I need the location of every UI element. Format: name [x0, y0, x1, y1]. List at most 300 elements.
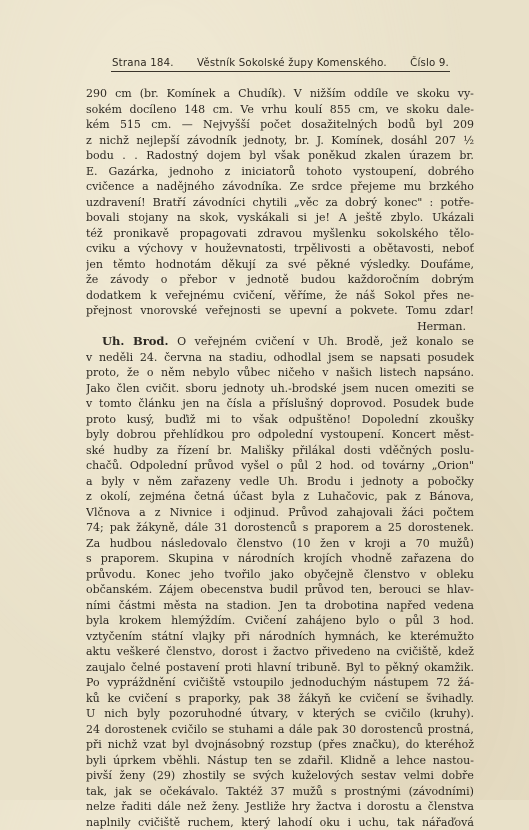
word: dojem [207, 148, 241, 164]
word: hymnách, [325, 629, 379, 645]
word: k [150, 288, 157, 304]
word: bude [446, 396, 474, 412]
word: kuželových [292, 768, 354, 784]
word: jen [86, 257, 103, 273]
word: neboť [442, 241, 474, 257]
word: s [303, 520, 309, 536]
word: kterých [313, 706, 355, 722]
word: (10 [292, 536, 310, 552]
text-line [86, 210, 474, 226]
word: pak [317, 722, 337, 738]
word: 24 [86, 722, 100, 738]
word: tak [397, 815, 415, 830]
word: cvičení [128, 691, 167, 707]
word: 209 [453, 117, 474, 133]
text-line [86, 768, 474, 784]
word: doprovod. [330, 396, 386, 412]
word: od [361, 458, 375, 474]
text-line [86, 334, 474, 350]
word: (kruhy). [430, 706, 474, 722]
text-line [86, 536, 474, 552]
text-line [86, 660, 474, 676]
word: skoku [417, 86, 450, 102]
word: žákyň [299, 691, 331, 707]
word: a [139, 505, 146, 521]
word: dorostu [367, 799, 410, 815]
word: Uh. [102, 334, 124, 350]
word: Komínek [167, 86, 216, 102]
word: 290 [86, 86, 107, 102]
word: dale- [447, 102, 474, 118]
text-line [86, 567, 474, 583]
text-line [86, 427, 474, 443]
word: dále [289, 722, 313, 738]
text-line [86, 195, 474, 211]
word: dosti [344, 443, 371, 459]
word: našich [336, 365, 372, 381]
word: Dopolední [362, 412, 419, 428]
word: obleku [436, 567, 473, 583]
word: jednoty [362, 474, 403, 490]
word: cviku [86, 241, 116, 257]
word: a [142, 179, 149, 195]
word: velmi [404, 768, 434, 784]
word: odjinud. [234, 505, 279, 521]
word: cvičence [86, 179, 134, 195]
text-line [86, 226, 474, 242]
word: článku [138, 396, 175, 412]
word: Odpolední [130, 458, 187, 474]
word: Mališky [241, 443, 284, 459]
word: to [369, 660, 380, 676]
word: obecenstva [200, 582, 263, 598]
word: v [297, 706, 303, 722]
word: vzat [143, 737, 166, 753]
word: pak [110, 520, 130, 536]
word: a [86, 474, 93, 490]
word: (br. [140, 86, 159, 102]
word: Ukázali [432, 210, 474, 226]
word: žactva [316, 799, 352, 815]
word: . [122, 148, 126, 164]
journal-title: Věstník Sokolské župy Komenského. [197, 58, 387, 69]
word: J. [317, 133, 324, 149]
word: se [140, 784, 152, 800]
word: nižším [310, 86, 346, 102]
word: sokolského [377, 226, 439, 242]
word: vedena [434, 598, 474, 614]
word: na [209, 350, 223, 366]
word: vyskákali [237, 210, 289, 226]
word: průvod [195, 458, 234, 474]
word: počtem [433, 505, 474, 521]
word: vyšel [241, 458, 269, 474]
word: Brodu [307, 474, 341, 490]
word: z [155, 505, 161, 521]
word: okamžik. [424, 660, 474, 676]
word: jeho [190, 567, 214, 583]
word: bovali [86, 210, 119, 226]
word: ještě [356, 210, 383, 226]
word: Bratří [153, 195, 186, 211]
word: řízení [177, 443, 209, 459]
word: buďiž [165, 412, 195, 428]
text-line [86, 675, 474, 691]
word: a [400, 536, 407, 552]
word: dodatkem [86, 288, 141, 304]
word: jež [392, 334, 408, 350]
word: dorostenců [361, 722, 423, 738]
word: každoročním [348, 272, 420, 288]
text-line [86, 784, 474, 800]
word: zdravou [257, 226, 302, 242]
word: br. [459, 148, 474, 164]
word: Ze [290, 179, 304, 195]
word: než [187, 799, 206, 815]
word: kusý, [127, 412, 155, 428]
word: nucen [375, 381, 409, 397]
word: pěkné [316, 257, 350, 273]
word: kteréhož [425, 737, 474, 753]
word: (přes [318, 737, 347, 753]
word: národních [238, 551, 294, 567]
word: odpolední [258, 427, 313, 443]
word: čísla [227, 396, 252, 412]
word: Nejvyšší [203, 117, 250, 133]
text-line [86, 257, 474, 273]
word: o [389, 613, 396, 629]
word: i [263, 644, 267, 660]
word: hlav- [447, 582, 474, 598]
word: skoku [406, 102, 439, 118]
word: nelze [86, 799, 115, 815]
word: ne- [457, 288, 474, 304]
word: žactvo [273, 644, 309, 660]
word: přejeme [350, 179, 396, 195]
word: Radostný [146, 148, 198, 164]
word: cvičení [255, 334, 294, 350]
word: však [253, 412, 278, 428]
word: vystoupení, [353, 164, 417, 180]
word: zařazeny [181, 474, 231, 490]
word: Luhačovic, [318, 489, 378, 505]
text-line [86, 102, 474, 118]
word: myšlenku [313, 226, 366, 242]
word: mužů [293, 784, 323, 800]
word: cvičilo [172, 722, 208, 738]
word: (29) [153, 768, 176, 784]
word: v [322, 365, 328, 381]
word: přebor [179, 272, 217, 288]
word: a [412, 474, 419, 490]
word: aktu [86, 644, 111, 660]
word: dobrým [431, 272, 474, 288]
word: zdar! [445, 303, 474, 319]
word: budil [270, 582, 298, 598]
word: mi [206, 412, 220, 428]
word: své [288, 257, 306, 273]
word: pokvete. [350, 303, 397, 319]
word: ními [86, 598, 111, 614]
text-line [86, 644, 474, 660]
word: částmi [119, 598, 156, 614]
word: 37 [271, 784, 285, 800]
word: nich [104, 706, 128, 722]
word: krojích [304, 551, 343, 567]
word: budou [301, 272, 336, 288]
word: upevní [289, 303, 326, 319]
word: kdež [448, 644, 474, 660]
word: to [231, 412, 242, 428]
word: . [134, 148, 138, 164]
text-line [86, 737, 474, 753]
word: cvičení, [233, 288, 276, 304]
word: O [177, 334, 186, 350]
word: a [383, 753, 390, 769]
word: v [86, 396, 92, 412]
word: se [406, 691, 418, 707]
text-line [86, 598, 474, 614]
word: a [278, 722, 285, 738]
word: proto, [86, 365, 119, 381]
word: z [415, 489, 421, 505]
word: členstvo, [166, 644, 216, 660]
word: něm [148, 474, 172, 490]
word: praporem. [101, 551, 159, 567]
word: jednoho [169, 164, 213, 180]
word: přehlídkou [164, 427, 224, 443]
word: 25 [388, 520, 402, 536]
word: věříme, [284, 288, 326, 304]
word: že [335, 288, 347, 304]
word: dvojnásobný [195, 737, 265, 753]
word: bodu [86, 148, 114, 164]
word: stadion. [227, 598, 271, 614]
word: napřed [386, 598, 426, 614]
word: omeziti [415, 381, 456, 397]
word: i [221, 505, 225, 521]
word: „věc [294, 195, 318, 211]
word: se [279, 753, 291, 769]
word: průvod [305, 582, 344, 598]
word: 207 [435, 133, 456, 149]
text-line [86, 412, 474, 428]
word: neděli [99, 350, 133, 366]
word: se [212, 722, 224, 738]
word: chytili [252, 195, 286, 211]
text-line [86, 505, 474, 521]
word: na [206, 396, 220, 412]
article-body [86, 86, 474, 830]
word: vůbec [237, 365, 270, 381]
word: Taktéž [226, 784, 262, 800]
word: do [460, 551, 474, 567]
word: Jen [279, 598, 297, 614]
word: se [361, 350, 373, 366]
word: děkují [221, 257, 255, 273]
word: brzkého [429, 179, 474, 195]
word: však [275, 148, 300, 164]
word: vypráždnění [107, 675, 175, 691]
word: člen [116, 381, 139, 397]
word: Koncert [392, 427, 436, 443]
word: pěkný [385, 660, 419, 676]
word: občanském. [86, 582, 152, 598]
word: 515 [120, 117, 141, 133]
text-line [86, 722, 474, 738]
word: se [428, 582, 440, 598]
word: zahájeno [296, 613, 346, 629]
word: na [205, 598, 219, 614]
word: veřejnému [165, 288, 224, 304]
word: poslu- [440, 443, 474, 459]
word: napsati [380, 350, 421, 366]
word: hry [292, 799, 311, 815]
word: Cvičení [245, 613, 286, 629]
text-line [86, 241, 474, 257]
word: poněkud [308, 148, 356, 164]
word: dobře [441, 768, 473, 784]
word: krokem [119, 613, 161, 629]
word: pobočky [428, 474, 474, 490]
word: a [124, 241, 131, 257]
word: Jako [86, 381, 110, 397]
word: jen [182, 396, 199, 412]
word: odpuštěno! [289, 412, 352, 428]
word: koulí [295, 102, 322, 118]
word: zbylo. [391, 210, 424, 226]
text-line [86, 288, 474, 304]
word: očekávalo. [160, 784, 219, 800]
text-line [86, 133, 474, 149]
word: „Orion" [432, 458, 474, 474]
word: naplnily [86, 815, 131, 830]
word: jednoduchým [291, 675, 366, 691]
word: byly [101, 474, 124, 490]
word: vstoupilo [233, 675, 284, 691]
text-line [86, 799, 474, 815]
text-line [86, 474, 474, 490]
word: prostná, [428, 722, 474, 738]
word: se [462, 381, 474, 397]
word: obětavosti, [373, 241, 434, 257]
word: Chudík). [238, 86, 286, 102]
word: i [347, 815, 351, 830]
word: ½ [463, 133, 474, 149]
word: závodníka. [222, 179, 282, 195]
word: Doufáme, [420, 257, 474, 273]
word: četná [194, 489, 225, 505]
text-line [86, 691, 474, 707]
text-line [86, 303, 474, 319]
word: tělo- [449, 226, 474, 242]
word: Vlčnova [86, 505, 130, 521]
word: hudby [113, 443, 147, 459]
word: trpělivosti [294, 241, 351, 257]
word: z [303, 489, 309, 505]
word: 24. [140, 350, 158, 366]
word: je! [316, 210, 330, 226]
word: který [241, 815, 270, 830]
word: Nástup [207, 753, 247, 769]
word: ke [388, 629, 401, 645]
word: počet [260, 117, 291, 133]
word: chačů. [86, 458, 123, 474]
word: cvičiště [138, 815, 180, 830]
word: přivedeno [315, 644, 371, 660]
word: (závodními) [409, 784, 474, 800]
word: dorostenců [234, 520, 296, 536]
text-line [86, 582, 474, 598]
word: kém [86, 117, 110, 133]
word: Jestliže [245, 799, 285, 815]
word: tvořilo [224, 567, 260, 583]
word: žákyně, [136, 520, 178, 536]
word: sestav [361, 768, 396, 784]
word: byla [86, 613, 109, 629]
word: stadiu, [229, 350, 267, 366]
word: Po [86, 675, 100, 691]
word: dobrého [428, 164, 474, 180]
word: uh.-brodské [270, 381, 336, 397]
text-line [86, 396, 474, 412]
word: dorostenek. [408, 520, 474, 536]
word: nejlepší [136, 133, 179, 149]
word: Herman. [417, 319, 466, 335]
text-line [86, 489, 474, 505]
text-line [86, 706, 474, 722]
word: uchu, [358, 815, 389, 830]
word: příslušný [272, 396, 323, 412]
word: v [229, 272, 235, 288]
word: br. [217, 443, 232, 459]
word: závody [110, 272, 148, 288]
word: hlavní [257, 660, 291, 676]
word: zejména [139, 489, 185, 505]
word: jako [271, 567, 294, 583]
word: 70 [416, 536, 430, 552]
word: jsem [328, 350, 354, 366]
word: cvičilo [385, 706, 421, 722]
word: : [429, 195, 433, 211]
word: švihadly. [426, 691, 474, 707]
word: v [133, 474, 139, 490]
word: že [86, 272, 98, 288]
word: za [266, 257, 278, 273]
word: ve [396, 86, 409, 102]
word: dobrou [116, 427, 156, 443]
word: prostnými [344, 784, 400, 800]
word: že [127, 365, 139, 381]
page-number-label: Strana 184. [112, 58, 174, 69]
word: o [276, 458, 283, 474]
word: na [377, 644, 391, 660]
word: žá- [458, 675, 474, 691]
word: dorostenek [105, 722, 167, 738]
word: se [364, 706, 376, 722]
word: stojany [128, 210, 168, 226]
word: sboru [185, 381, 217, 397]
text-line [86, 613, 474, 629]
word: Brod. [133, 334, 169, 350]
text-line [86, 520, 474, 536]
word: úrazem [409, 148, 451, 164]
word: byl [249, 148, 266, 164]
word: oku [320, 815, 340, 830]
word: docíleno [129, 102, 176, 118]
word: 3 [433, 613, 440, 629]
word: Gazárka, [109, 164, 159, 180]
